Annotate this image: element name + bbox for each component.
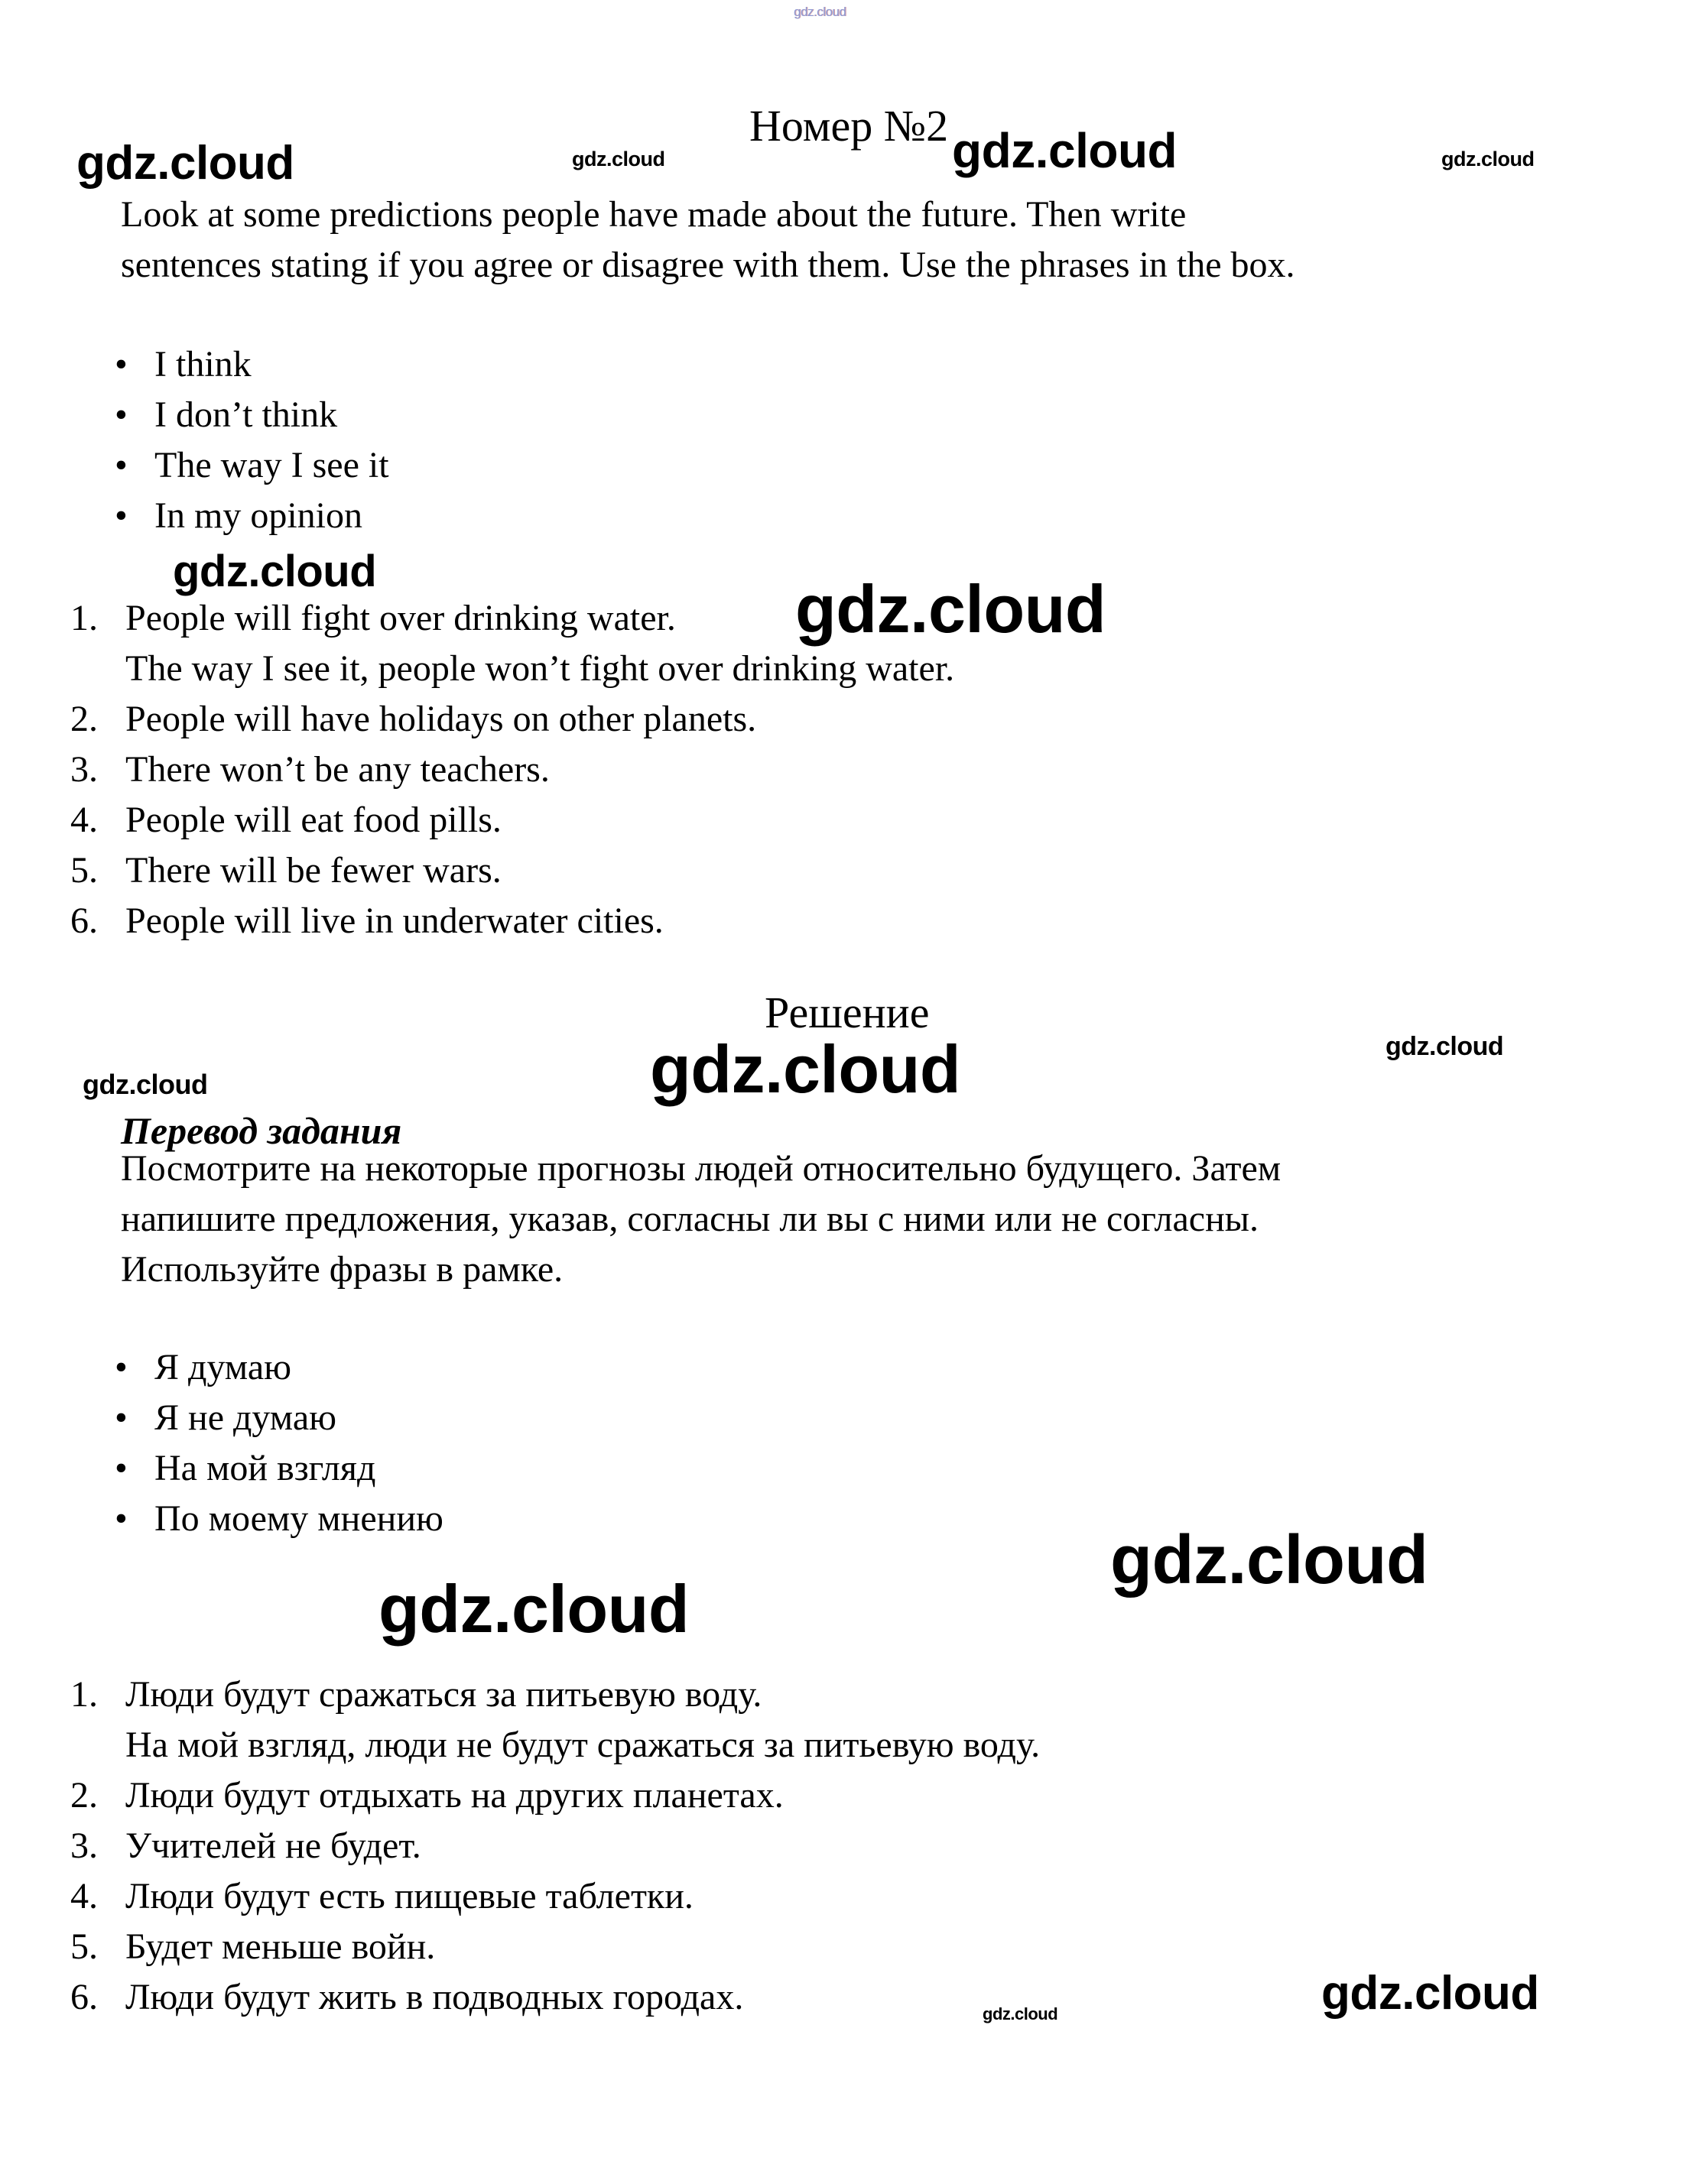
solution-item-number: 3. (70, 1825, 98, 1866)
phrase-item (115, 1494, 443, 1544)
task-item-text: People will eat food pills. (125, 800, 502, 840)
solution-item-number: 1. (70, 1674, 98, 1715)
bullet-icon: • (115, 344, 128, 385)
solution-item (70, 1922, 1040, 1972)
task-en-list (70, 593, 954, 946)
watermark-gdz-cloud: gdz.cloud (795, 571, 1106, 647)
solution-item-text: Учителей не будет. (125, 1825, 421, 1866)
phrase-text: Я думаю (154, 1347, 292, 1387)
solution-item-answer: На мой взгляд, люди не будут сражаться за питьевую воду. (125, 1725, 1041, 1765)
task-item-number: 5. (70, 850, 98, 891)
watermark-gdz-cloud-top: gdz.cloud (794, 5, 846, 19)
phrase-item (115, 491, 389, 541)
solution-item-number: 4. (70, 1876, 98, 1916)
translation-heading: Перевод задания (121, 1109, 402, 1152)
task-item-text: People will live in underwater cities. (125, 901, 664, 941)
task-item (70, 593, 954, 694)
task-item (70, 745, 954, 795)
solution-item-number: 2. (70, 1775, 98, 1816)
phrase-text: На мой взгляд (154, 1448, 376, 1488)
phrase-text: I don’t think (154, 394, 338, 435)
solution-item (70, 1871, 1040, 1922)
task-item-text: There will be fewer wars. (125, 850, 502, 891)
watermark-gdz-cloud: gdz.cloud (378, 1571, 690, 1647)
watermark-gdz-cloud: gdz.cloud (1110, 1522, 1428, 1598)
solution-item-text: Люди будут жить в подводных городах. (125, 1977, 744, 2017)
solution-item (70, 1821, 1040, 1871)
task-item-answer: The way I see it, people won’t fight over drinking water. (125, 648, 955, 689)
solution-item-text: Люди будут отдыхать на других планетах. (125, 1775, 784, 1816)
phrase-text: По моему мнению (154, 1498, 443, 1539)
solution-item-text: Будет меньше войн. (125, 1926, 436, 1967)
solution-intro (121, 1144, 1281, 1295)
solution-item (70, 1770, 1040, 1821)
task-phrases-box (115, 339, 389, 541)
task-item (70, 896, 954, 946)
task-item-number: 2. (70, 699, 98, 739)
phrase-item (115, 1342, 443, 1393)
watermark-gdz-cloud: gdz.cloud (1386, 1032, 1504, 1061)
bullet-icon: • (115, 1448, 128, 1488)
phrase-text: I think (154, 344, 252, 385)
phrase-item (115, 339, 389, 390)
task-item-text: People will fight over drinking water. (125, 598, 676, 638)
phrase-item (115, 390, 389, 440)
solution-item-number: 5. (70, 1926, 98, 1967)
watermark-gdz-cloud: gdz.cloud (1321, 1967, 1539, 2020)
watermark-gdz-cloud: gdz.cloud (1441, 148, 1535, 170)
watermark-gdz-cloud: gdz.cloud (952, 123, 1178, 178)
solution-item-text: Люди будут есть пищевые таблетки. (125, 1876, 694, 1916)
watermark-gdz-cloud: gdz.cloud (76, 137, 294, 190)
task-item (70, 795, 954, 845)
watermark-gdz-cloud: gdz.cloud (983, 2004, 1058, 2023)
phrase-text: In my opinion (154, 495, 362, 536)
phrase-item (115, 1393, 443, 1443)
task-item-number: 6. (70, 901, 98, 941)
task-item-text: People will have holidays on other planets. (125, 699, 757, 739)
bullet-icon: • (115, 1397, 128, 1438)
task-item-text: There won’t be any teachers. (125, 749, 550, 790)
bullet-icon: • (115, 1498, 128, 1539)
task-intro (121, 190, 1295, 290)
solution-heading: Решение (765, 988, 930, 1037)
task-item-number: 3. (70, 749, 98, 790)
task-item (70, 845, 954, 896)
task-item-number: 1. (70, 598, 98, 638)
watermark-gdz-cloud: gdz.cloud (650, 1031, 961, 1107)
watermark-gdz-cloud: gdz.cloud (173, 547, 377, 596)
solution-list (70, 1670, 1040, 2023)
watermark-gdz-cloud: gdz.cloud (83, 1069, 208, 1100)
solution-item-number: 6. (70, 1977, 98, 2017)
solution-phrases-box (115, 1342, 443, 1544)
phrase-text: The way I see it (154, 445, 389, 485)
task-intro-line: sentences stating if you agree or disagree with them. Use the phrases in the box. (121, 245, 1295, 285)
solution-item (70, 1670, 1040, 1770)
phrase-item (115, 440, 389, 491)
page-title: Номер №2 (749, 101, 949, 151)
bullet-icon: • (115, 1347, 128, 1387)
bullet-icon: • (115, 495, 128, 536)
solution-intro-line: Используйте фразы в рамке. (121, 1249, 564, 1290)
solution-item (70, 1972, 1040, 2023)
bullet-icon: • (115, 445, 128, 485)
task-item (70, 694, 954, 745)
task-intro-line: Look at some predictions people have made about the future. Then write (121, 194, 1187, 235)
phrase-item (115, 1443, 443, 1494)
solution-intro-line: напишите предложения, указав, согласны ли вы с ними или не согласны. (121, 1199, 1259, 1239)
solution-intro-line: Посмотрите на некоторые прогнозы людей относительно будущего. Затем (121, 1148, 1282, 1189)
solution-item-text: Люди будут сражаться за питьевую воду. (125, 1674, 762, 1715)
phrase-text: Я не думаю (154, 1397, 337, 1438)
bullet-icon: • (115, 394, 128, 435)
task-item-number: 4. (70, 800, 98, 840)
watermark-gdz-cloud: gdz.cloud (572, 148, 665, 170)
